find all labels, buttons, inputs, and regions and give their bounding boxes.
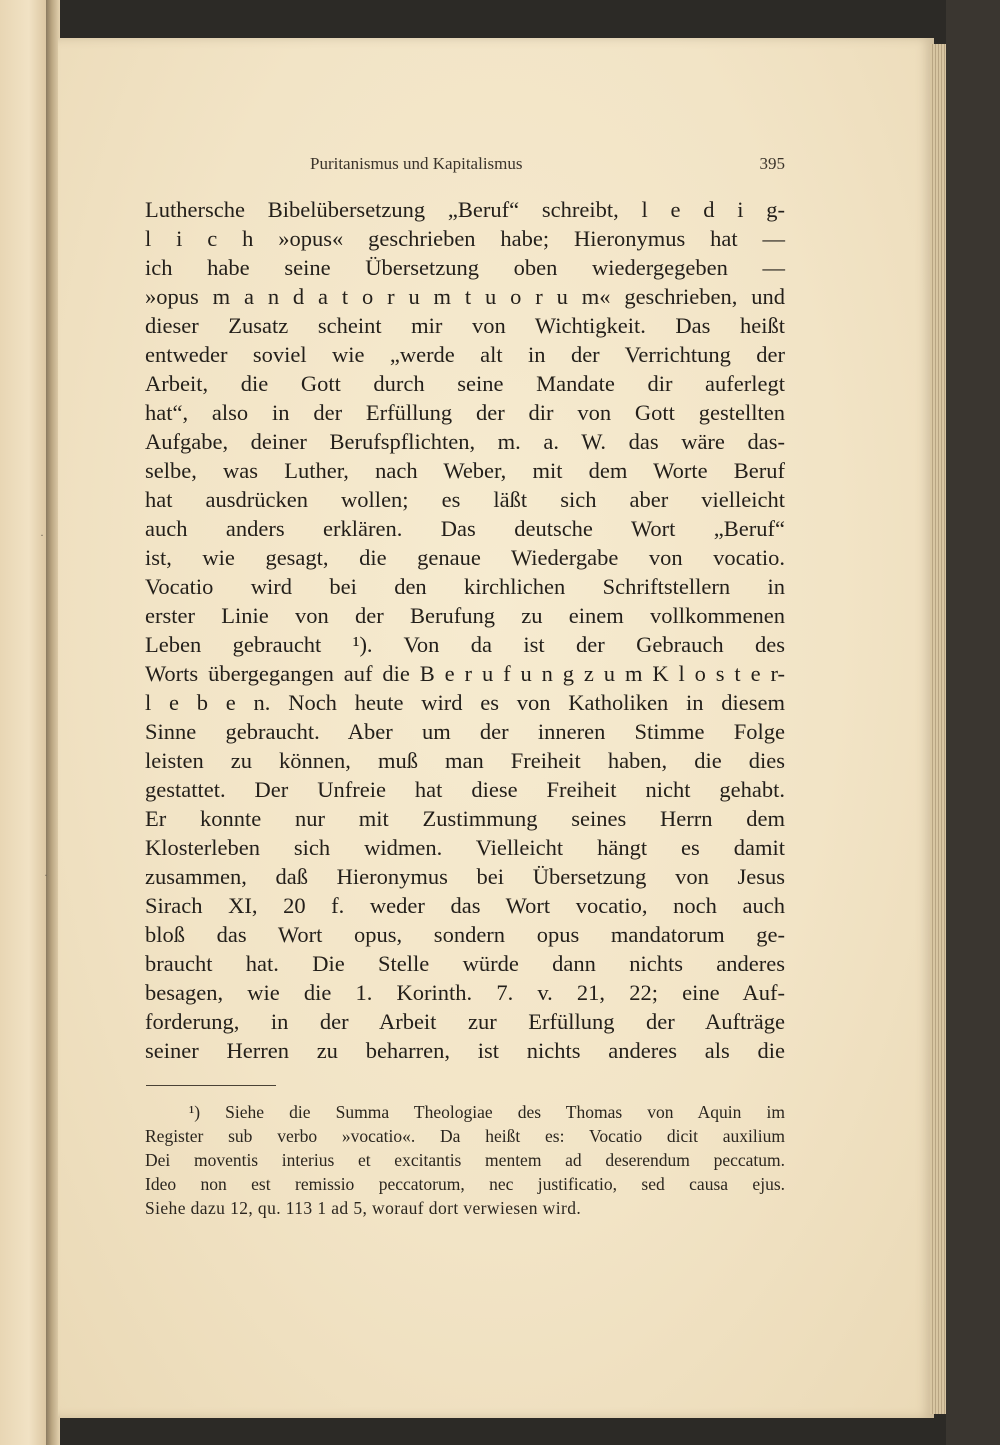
text-line: besagen, wie die 1. Korinth. 7. v. 21, 22; eine Auf- (145, 980, 785, 1005)
text-line: forderung, in der Arbeit zur Erfüllung der Aufträge (145, 1009, 785, 1034)
text-line: »opus m a n d a t o r u m t u o r u m« geschrieben, und (145, 284, 785, 309)
scan-background (946, 0, 1000, 1445)
footnote-divider (146, 1085, 276, 1086)
text-line: entweder soviel wie „werde alt in der Verrichtung der (145, 342, 785, 367)
text-line: ist, wie gesagt, die genaue Wiedergabe von vocatio. (145, 545, 785, 570)
page-number: 395 (759, 154, 785, 173)
footnote-line: Ideo non est remissio peccatorum, nec justificatio, sed causa ejus. (145, 1174, 785, 1194)
footnotes (145, 1100, 785, 1220)
main-text (145, 195, 785, 1065)
text-line: Luthersche Bibelübersetzung „Beruf“ schreibt, l e d i g- (145, 197, 785, 222)
text-line: Aufgabe, deiner Berufspflichten, m. a. W. das wäre das- (145, 429, 785, 454)
text-line: Vocatio wird bei den kirchlichen Schriftstellern in (145, 574, 785, 599)
footnote-line-text: Siehe dazu 12, qu. 113 1 ad 5, worauf dort verwiesen wird. (145, 1198, 582, 1218)
text-line: bloß das Wort opus, sondern opus mandatorum ge- (145, 922, 785, 947)
text-line: l e b e n. Noch heute wird es von Katholiken in diesem (145, 690, 785, 715)
footnote-line: ¹) Siehe die Summa Theologiae des Thomas von Aquin im (189, 1102, 785, 1122)
text-line: gestattet. Der Unfreie hat diese Freiheit nicht gehabt. (145, 777, 785, 802)
text-line: Arbeit, die Gott durch seine Mandate dir auferlegt (145, 371, 785, 396)
text-line: Sinne gebraucht. Aber um der inneren Stimme Folge (145, 719, 785, 744)
text-line: Worts übergegangen auf die B e r u f u n g z u m K l o s t e r- (145, 661, 785, 686)
text-line: Er konnte nur mit Zustimmung seines Herrn dem (145, 806, 785, 831)
margin-mark: · (40, 528, 44, 542)
running-title: Puritanismus und Kapitalismus (310, 154, 523, 173)
text-line: Sirach XI, 20 f. weder das Wort vocatio, noch auch (145, 893, 785, 918)
text-line: hat“, also in der Erfüllung der dir von Gott gestellten (145, 400, 785, 425)
text-line: dieser Zusatz scheint mir von Wichtigkeit. Das heißt (145, 313, 785, 338)
running-header (310, 154, 785, 176)
text-line: l i c h »opus« geschrieben habe; Hieronymus hat — (145, 226, 785, 251)
footnote-line: Register sub verbo »vocatio«. Da heißt es: Vocatio dicit auxilium (145, 1126, 785, 1146)
text-line: erster Linie von der Berufung zu einem vollkommenen (145, 603, 785, 628)
text-line: ich habe seine Übersetzung oben wiedergegeben — (145, 255, 785, 280)
text-line: selbe, was Luther, nach Weber, mit dem Worte Beruf (145, 458, 785, 483)
text-line: Leben gebraucht ¹). Von da ist der Gebrauch des (145, 632, 785, 657)
text-line: hat ausdrücken wollen; es läßt sich aber vielleicht (145, 487, 785, 512)
page-edges (930, 44, 946, 1414)
text-line: seiner Herren zu beharren, ist nichts anderes als die (145, 1038, 785, 1063)
text-line: auch anders erklären. Das deutsche Wort „Beruf“ (145, 516, 785, 541)
text-line: Klosterleben sich widmen. Vielleicht hängt es damit (145, 835, 785, 860)
text-line: braucht hat. Die Stelle würde dann nichts anderes (145, 951, 785, 976)
footnote-line: Dei moventis interius et excitantis mentem ad deserendum peccatum. (145, 1150, 785, 1170)
margin-mark: · (44, 868, 48, 882)
text-line: leisten zu können, muß man Freiheit haben, die dies (145, 748, 785, 773)
footnote-line (145, 1196, 785, 1220)
text-line: zusammen, daß Hieronymus bei Übersetzung von Jesus (145, 864, 785, 889)
facing-page-edge (0, 0, 48, 1445)
